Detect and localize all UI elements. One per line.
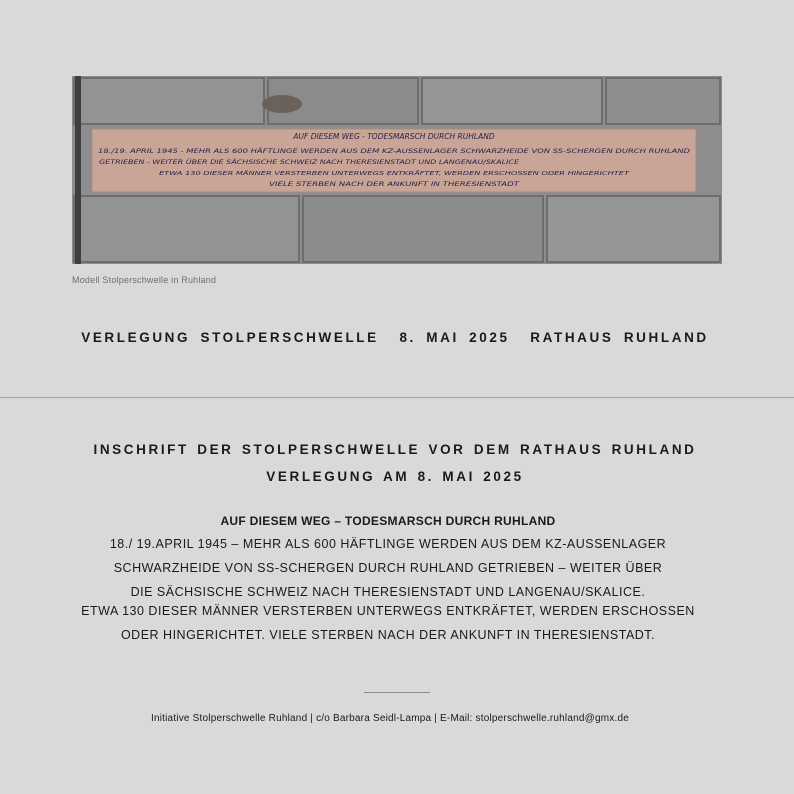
inscription-heading: AUF DIESEM WEG – TODESMARSCH DURCH RUHLAND [220, 514, 556, 528]
plaque-photo-drawing [72, 76, 722, 264]
inscription-line-1: 18./ 19.APRIL 1945 – MEHR ALS 600 HÄFTLINGE WERDEN AUS DEM KZ-AUSSENLAGER [109, 537, 667, 551]
inscription-subtitle: VERLEGUNG AM 8. MAI 2025 [266, 469, 524, 484]
plaque-photo [72, 76, 722, 264]
footer-contact: Initiative Stolperschwelle Ruhland | c/o Barbara Seidl-Lampa | E-Mail: stolperschwelle.ruhland@gmx.de [151, 713, 629, 724]
plaque-line-1: AUF DIESEM WEG - TODESMARSCH DURCH RUHLAND [293, 132, 495, 141]
section-divider [0, 397, 794, 398]
inscription-line-5: ODER HINGERICHTET. VIELE STERBEN NACH DER ANKUNFT IN THERESIENSTADT. [120, 628, 656, 642]
plaque-line-4: ETWA 130 DIESER MÄNNER VERSTERBEN UNTERWEGS ENTKRÄFTET, WERDEN ERSCHOSSEN ODER HINGERICHTET [159, 171, 475, 177]
event-headline: VERLEGUNG STOLPERSCHWELLE 8. MAI 2025 RATHAUS RUHLAND [81, 330, 709, 345]
photo-caption: Modell Stolperschwelle in Ruhland [72, 275, 217, 285]
inscription-line-4: ETWA 130 DIESER MÄNNER VERSTERBEN UNTERWEGS ENTKRÄFTET, WERDEN ERSCHOSSEN [81, 604, 695, 618]
inscription-title: INSCHRIFT DER STOLPERSCHWELLE VOR DEM RATHAUS RUHLAND [93, 442, 697, 457]
plaque-line-2: 18./19. APRIL 1945 - MEHR ALS 600 HÄFTLINGE WERDEN AUS DEM KZ-AUSSENLAGER SCHWARZHEIDE VON SS-SCHERGEN DURCH RUHLAND [98, 148, 691, 155]
footer-rule [364, 692, 430, 693]
plaque-line-3: GETRIEBEN - WEITER ÜBER DIE SÄCHSISCHE SCHWEIZ NACH THERESIENSTADT UND LANGENAU/SKALICE [99, 159, 520, 166]
inscription-line-2: SCHWARZHEIDE VON SS-SCHERGEN DURCH RUHLAND GETRIEBEN – WEITER ÜBER [113, 561, 663, 575]
inscription-line-3: DIE SÄCHSISCHE SCHWEIZ NACH THERESIENSTADT UND LANGENAU/SKALICE. [130, 585, 646, 599]
plaque-line-5: VIELE STERBEN NACH DER ANKUNFT IN THERESIENSTADT [269, 182, 520, 188]
